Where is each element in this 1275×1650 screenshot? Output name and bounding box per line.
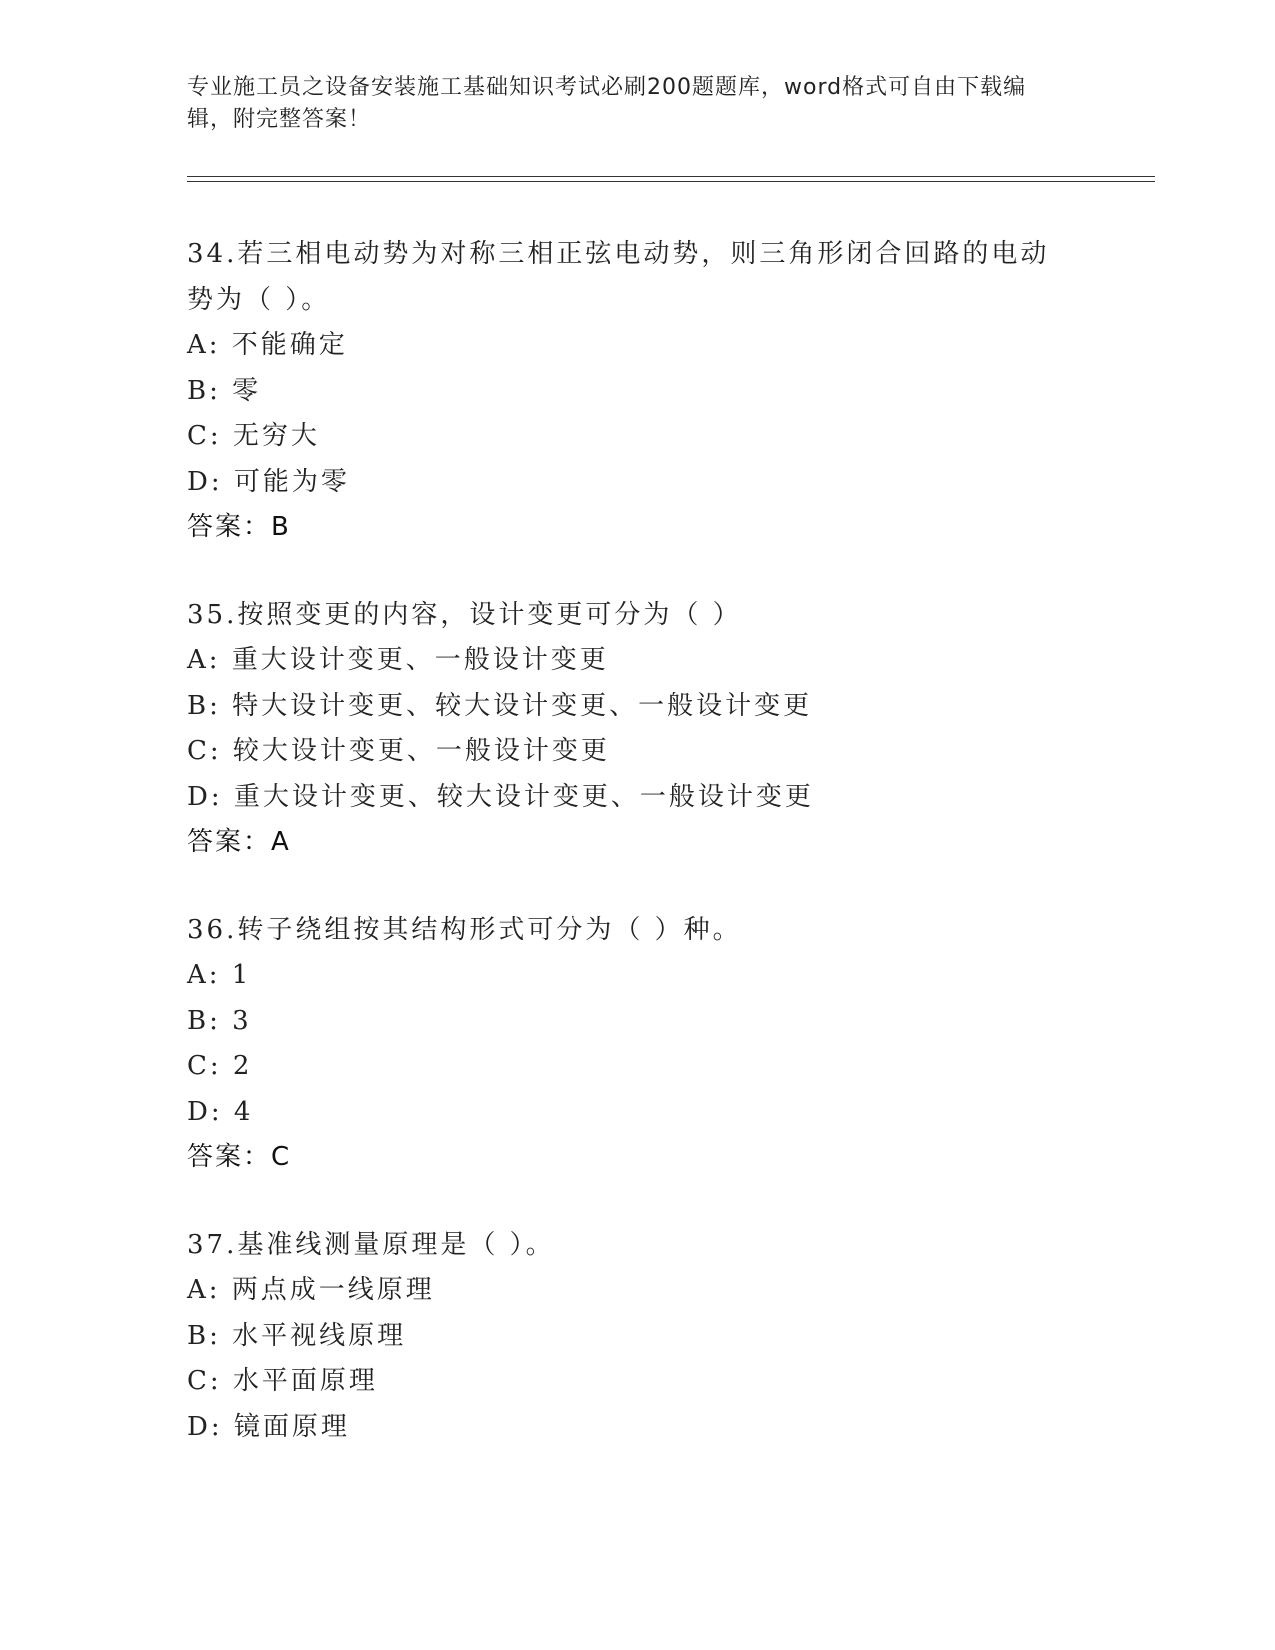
question-stem: 37.基准线测量原理是（ ）。	[187, 1229, 555, 1260]
question-stem: 36.转子绕组按其结构形式可分为（ ）种。	[187, 914, 742, 945]
option-a: A: 重大设计变更、一般设计变更	[187, 645, 609, 675]
option-d: D: 镜面原理	[187, 1411, 350, 1442]
answer-label: 答案：C	[187, 1142, 292, 1172]
option-c: C: 水平面原理	[187, 1366, 378, 1396]
option-b: B: 特大设计变更、较大设计变更、一般设计变更	[187, 690, 813, 721]
question-stem: 35.按照变更的内容，设计变更可分为（ ）	[187, 599, 742, 630]
question-36	[187, 908, 1087, 1181]
option-d: D: 可能为零	[187, 466, 350, 497]
option-c: C: 无穷大	[187, 421, 320, 451]
option-b: B: 3	[187, 1005, 252, 1036]
option-d: D: 4	[187, 1096, 254, 1127]
option-a: A: 不能确定	[187, 330, 348, 360]
question-list	[187, 232, 1087, 1492]
question-37	[187, 1223, 1087, 1451]
option-a: A: 两点成一线原理	[187, 1275, 435, 1305]
header-divider-top	[187, 176, 1155, 177]
answer-label: 答案：B	[187, 512, 291, 542]
question-34	[187, 232, 1087, 551]
header-divider-bottom	[187, 181, 1155, 182]
option-c: C: 2	[187, 1051, 253, 1081]
document-header: 专业施工员之设备安装施工基础知识考试必刷200题题库，word格式可自由下载编辑，附完整答案！	[187, 75, 1027, 132]
question-35	[187, 593, 1087, 866]
option-d: D: 重大设计变更、较大设计变更、一般设计变更	[187, 781, 814, 812]
option-b: B: 水平视线原理	[187, 1320, 407, 1351]
answer-label: 答案：A	[187, 827, 291, 857]
option-b: B: 零	[187, 375, 262, 406]
option-c: C: 较大设计变更、一般设计变更	[187, 736, 610, 766]
question-stem: 34.若三相电动势为对称三相正弦电动势，则三角形闭合回路的电动势为（ ）。	[187, 239, 1050, 315]
option-a: A: 1	[187, 960, 252, 990]
